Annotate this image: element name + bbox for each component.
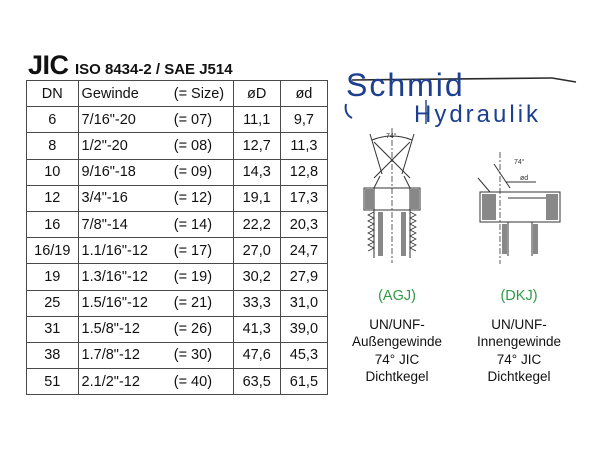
cell-size: (= 17)	[171, 238, 233, 264]
table-row	[27, 238, 328, 264]
cell-outer-diameter: 47,6	[233, 342, 280, 368]
dkj-line-3: 74° JIC	[496, 351, 542, 367]
agj-fitting-drawing	[352, 128, 447, 263]
agj-line-1: UN/UNF-	[369, 316, 425, 332]
cell-size: (= 21)	[171, 290, 233, 316]
cell-size: (= 07)	[171, 107, 233, 133]
cell-size: (= 40)	[171, 369, 233, 395]
cell-size: (= 12)	[171, 185, 233, 211]
dkj-diameter-label: ød	[520, 175, 529, 182]
agj-angle-label: 74°	[386, 133, 397, 140]
cell-inner-diameter: 27,9	[280, 264, 327, 290]
agj-caption	[330, 288, 464, 386]
cell-inner-diameter: 17,3	[280, 185, 327, 211]
cell-outer-diameter: 41,3	[233, 316, 280, 342]
cell-outer-diameter: 19,1	[233, 185, 280, 211]
cell-inner-diameter: 45,3	[280, 342, 327, 368]
table-row	[27, 211, 328, 237]
cell-gewinde: 1.5/16"-12	[78, 290, 171, 316]
cell-gewinde: 3/4"-16	[78, 185, 171, 211]
cell-dn: 31	[27, 316, 79, 342]
table-row	[27, 369, 328, 395]
cell-gewinde: 9/16"-18	[78, 159, 171, 185]
cell-outer-diameter: 22,2	[233, 211, 280, 237]
cell-dn: 16	[27, 211, 79, 237]
header-outer-diameter: øD	[233, 81, 280, 107]
cell-inner-diameter: 39,0	[280, 316, 327, 342]
dkj-fitting-drawing	[470, 152, 570, 264]
cell-size: (= 14)	[171, 211, 233, 237]
logo-line2: Hydraulik	[414, 101, 542, 128]
cell-inner-diameter: 61,5	[280, 369, 327, 395]
header-gewinde: Gewinde	[78, 81, 171, 107]
cell-gewinde: 7/16"-20	[78, 107, 171, 133]
cell-size: (= 19)	[171, 264, 233, 290]
cell-outer-diameter: 30,2	[233, 264, 280, 290]
cell-outer-diameter: 12,7	[233, 133, 280, 159]
table-row	[27, 185, 328, 211]
cell-inner-diameter: 9,7	[280, 107, 327, 133]
cell-outer-diameter: 63,5	[233, 369, 280, 395]
table-row	[27, 316, 328, 342]
cell-dn: 6	[27, 107, 79, 133]
dkj-line-1: UN/UNF-	[491, 316, 547, 332]
spec-title	[28, 50, 233, 81]
table-row	[27, 342, 328, 368]
dkj-caption	[452, 288, 586, 386]
table-row	[27, 107, 328, 133]
cell-outer-diameter: 14,3	[233, 159, 280, 185]
dkj-code: (DKJ)	[500, 288, 538, 304]
cell-outer-diameter: 33,3	[233, 290, 280, 316]
cell-dn: 12	[27, 185, 79, 211]
cell-dn: 8	[27, 133, 79, 159]
cell-dn: 38	[27, 342, 79, 368]
table-row	[27, 159, 328, 185]
cell-size: (= 09)	[171, 159, 233, 185]
cell-gewinde: 2.1/2"-12	[78, 369, 171, 395]
cell-inner-diameter: 12,8	[280, 159, 327, 185]
table-row	[27, 264, 328, 290]
table-row	[27, 290, 328, 316]
title-standard: ISO 8434-2 / SAE J514	[74, 61, 233, 78]
cell-outer-diameter: 27,0	[233, 238, 280, 264]
cell-dn: 10	[27, 159, 79, 185]
agj-line-4: Dichtkegel	[365, 369, 429, 384]
table-row	[27, 133, 328, 159]
dkj-line-2: Innengewinde	[476, 334, 562, 349]
cell-gewinde: 1.1/16"-12	[78, 238, 171, 264]
schmid-hydraulik-logo	[340, 58, 590, 130]
cell-inner-diameter: 24,7	[280, 238, 327, 264]
cell-inner-diameter: 20,3	[280, 211, 327, 237]
cell-gewinde: 1/2"-20	[78, 133, 171, 159]
cell-size: (= 30)	[171, 342, 233, 368]
cell-gewinde: 1.7/8"-12	[78, 342, 171, 368]
agj-line-3: 74° JIC	[374, 351, 420, 367]
cell-dn: 51	[27, 369, 79, 395]
cell-inner-diameter: 31,0	[280, 290, 327, 316]
cell-gewinde: 1.5/8"-12	[78, 316, 171, 342]
agj-line-2: Außengewinde	[351, 334, 443, 349]
header-inner-diameter: ød	[280, 81, 327, 107]
cell-size: (= 08)	[171, 133, 233, 159]
cell-outer-diameter: 11,1	[233, 107, 280, 133]
cell-dn: 16/19	[27, 238, 79, 264]
dkj-line-4: Dichtkegel	[487, 369, 551, 384]
table-header-row	[27, 81, 328, 107]
cell-dn: 25	[27, 290, 79, 316]
cell-inner-diameter: 11,3	[280, 133, 327, 159]
title-main: JIC	[28, 50, 69, 80]
header-dn: DN	[27, 81, 79, 107]
thread-spec-table	[26, 80, 328, 395]
cell-gewinde: 1.3/16"-12	[78, 264, 171, 290]
cell-gewinde: 7/8"-14	[78, 211, 171, 237]
dkj-angle-label: 74°	[514, 159, 525, 166]
header-size: (= Size)	[171, 81, 233, 107]
cell-size: (= 26)	[171, 316, 233, 342]
agj-code: (AGJ)	[378, 288, 416, 304]
logo-line1: Schmid	[346, 67, 465, 103]
cell-dn: 19	[27, 264, 79, 290]
